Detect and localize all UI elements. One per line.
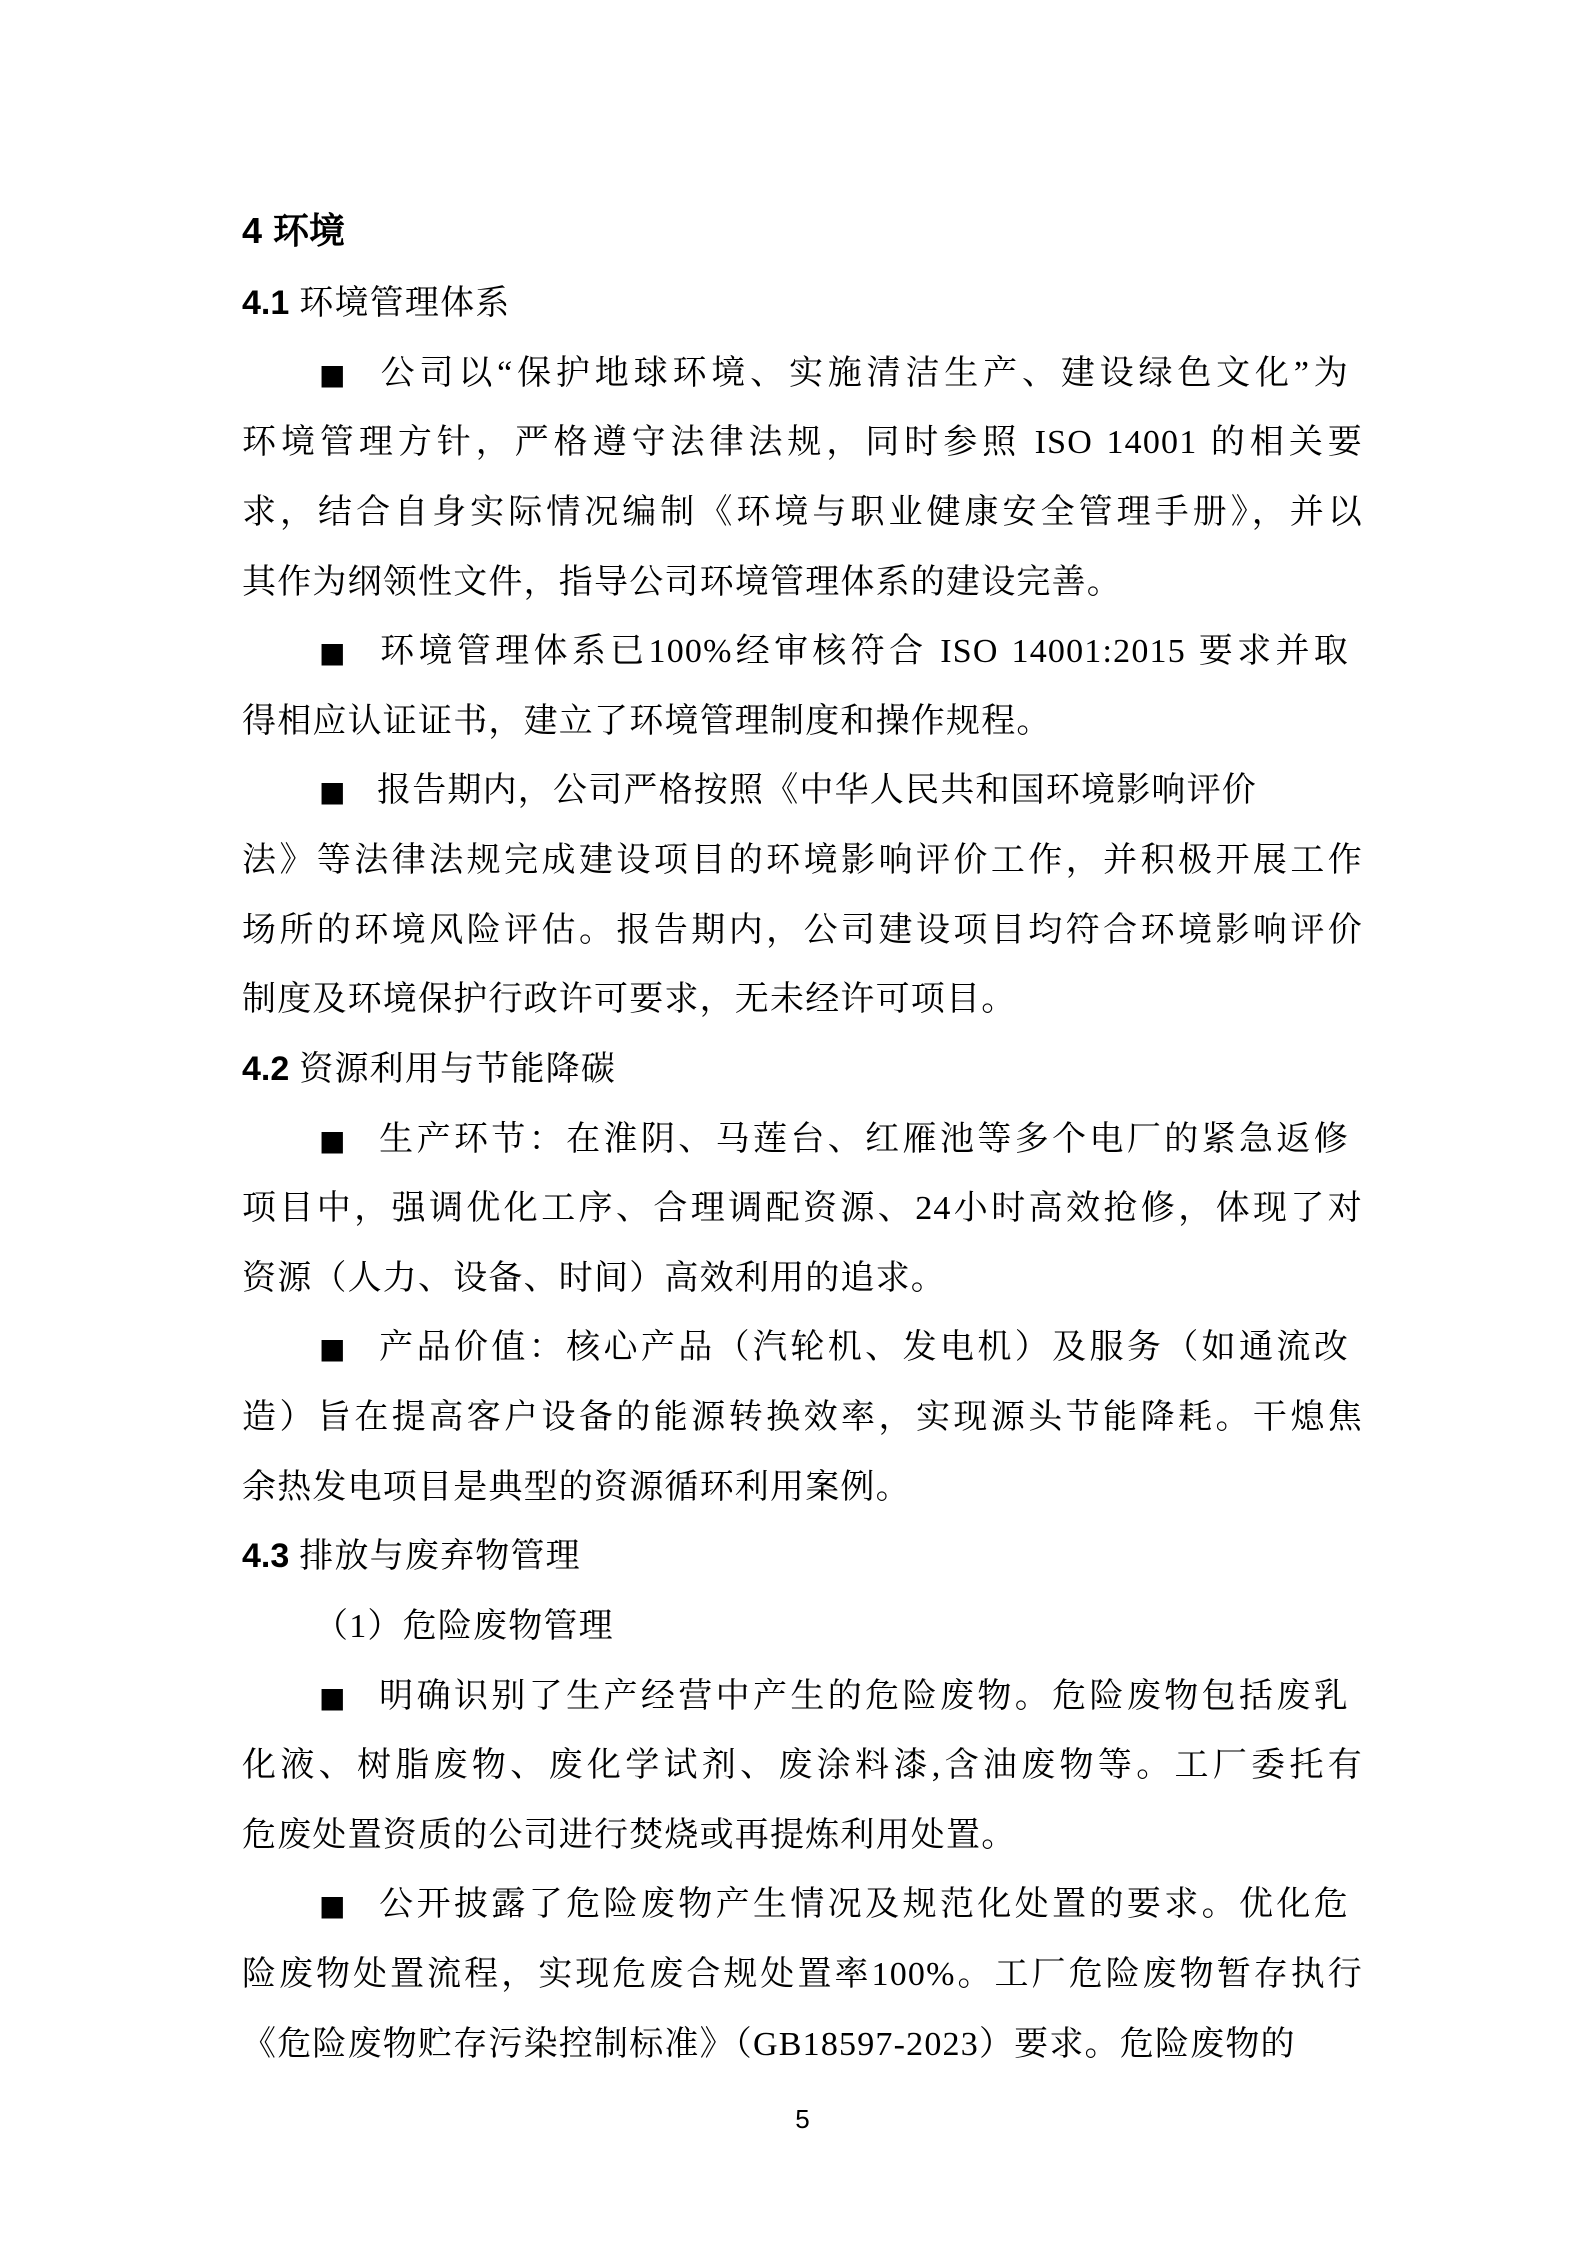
section-title: 排放与废弃物管理 bbox=[299, 1538, 581, 1576]
paragraph bbox=[242, 1313, 1363, 1522]
square-bullet-icon: ■ bbox=[319, 636, 346, 670]
square-bullet-icon: ■ bbox=[319, 1332, 346, 1366]
line-text: 产品价值：核心产品（汽轮机、发电机）及服务（如通流改 bbox=[377, 1329, 1349, 1367]
subsection-heading: （1）危险废物管理 bbox=[314, 1607, 614, 1645]
paragraph-line: 险废物处置流程，实现危废合规处置率100%。工厂危险废物暂存执行 bbox=[242, 1956, 1363, 1993]
paragraph-line: 化液、树脂废物、废化学试剂、废涂料漆,含油废物等。工厂委托有 bbox=[242, 1747, 1363, 1785]
paragraph-line: 余热发电项目是典型的资源循环利用案例。 bbox=[242, 1468, 911, 1506]
section-heading bbox=[242, 269, 1363, 339]
paragraph-line: 环境管理方针，严格遵守法律法规，同时参照 ISO 14001 的相关要 bbox=[242, 424, 1363, 462]
line-text: 公开披露了危险废物产生情况及规范化处置的要求。优化危 bbox=[377, 1886, 1349, 1924]
line-text: 公司以“保护地球环境、实施清洁生产、建设绿色文化”为 bbox=[377, 354, 1349, 392]
square-bullet-icon: ■ bbox=[319, 1123, 346, 1157]
paragraph bbox=[242, 339, 1363, 618]
square-bullet-icon: ■ bbox=[319, 1889, 346, 1923]
square-bullet-icon: ■ bbox=[319, 1680, 346, 1714]
paragraph-line bbox=[242, 1662, 1363, 1732]
paragraph bbox=[242, 1870, 1363, 2079]
paragraph bbox=[242, 756, 1363, 1035]
section-heading bbox=[242, 1035, 1363, 1105]
paragraph bbox=[242, 1662, 1363, 1871]
paragraph-line: 其作为纲领性文件，指导公司环境管理体系的建设完善。 bbox=[242, 563, 1122, 601]
square-bullet-icon: ■ bbox=[319, 357, 346, 391]
square-bullet-icon: ■ bbox=[319, 775, 346, 809]
paragraph-line: 项目中，强调优化工序、合理调配资源、24小时高效抢修，体现了对 bbox=[242, 1190, 1363, 1228]
paragraph-line bbox=[242, 339, 1363, 409]
paragraph-line bbox=[242, 756, 1363, 826]
paragraph-line: 危废处置资质的公司进行焚烧或再提炼利用处置。 bbox=[242, 1816, 1017, 1854]
paragraph-line: 造）旨在提高客户设备的能源转换效率，实现源头节能降耗。干熄焦 bbox=[242, 1399, 1363, 1436]
paragraph-line: 求，结合自身实际情况编制《环境与职业健康安全管理手册》，并以 bbox=[242, 493, 1363, 531]
paragraph-line: 制度及环境保护行政许可要求，无未经许可项目。 bbox=[242, 981, 1017, 1019]
paragraph-line bbox=[242, 1313, 1363, 1383]
paragraph-line: 场所的环境风险评估。报告期内，公司建设项目均符合环境影响评价 bbox=[242, 911, 1363, 949]
section-number: 4.1 bbox=[242, 284, 290, 322]
paragraph-line: 得相应认证证书，建立了环境管理制度和操作规程。 bbox=[242, 702, 1052, 740]
page-content bbox=[242, 192, 1363, 2079]
section-title: 资源利用与节能降碳 bbox=[299, 1050, 617, 1088]
paragraph-line bbox=[242, 1870, 1363, 1940]
section-number: 4.3 bbox=[242, 1537, 290, 1576]
section-title: 环境管理体系 bbox=[299, 285, 511, 322]
paragraph-line: 资源（人力、设备、时间）高效利用的追求。 bbox=[242, 1259, 946, 1297]
line-text: 环境管理体系已100%经审核符合 ISO 14001:2015 要求并取 bbox=[377, 633, 1349, 671]
line-text: 明确识别了生产经营中产生的危险废物。危险废物包括废乳 bbox=[377, 1677, 1349, 1715]
page-number: 5 bbox=[795, 2104, 810, 2134]
paragraph-line: 法》等法律法规完成建设项目的环境影响评价工作，并积极开展工作 bbox=[242, 842, 1363, 879]
section-number: 4.2 bbox=[242, 1049, 290, 1088]
line-text: 生产环节：在淮阴、马莲台、红雁池等多个电厂的紧急返修 bbox=[377, 1120, 1349, 1158]
paragraph-line: 《危险废物贮存污染控制标准》（GB18597-2023）要求。危险废物的 bbox=[242, 2025, 1296, 2063]
section-heading bbox=[242, 1522, 1363, 1592]
paragraph-line bbox=[242, 617, 1363, 687]
paragraph-line bbox=[242, 1105, 1363, 1175]
chapter-heading bbox=[242, 192, 1363, 269]
paragraph bbox=[242, 1105, 1363, 1314]
line-text: 报告期内，公司严格按照《中华人民共和国环境影响评价 bbox=[377, 772, 1257, 810]
chapter-number: 4 bbox=[242, 210, 263, 251]
paragraph bbox=[242, 617, 1363, 756]
chapter-title: 环境 bbox=[273, 211, 346, 252]
